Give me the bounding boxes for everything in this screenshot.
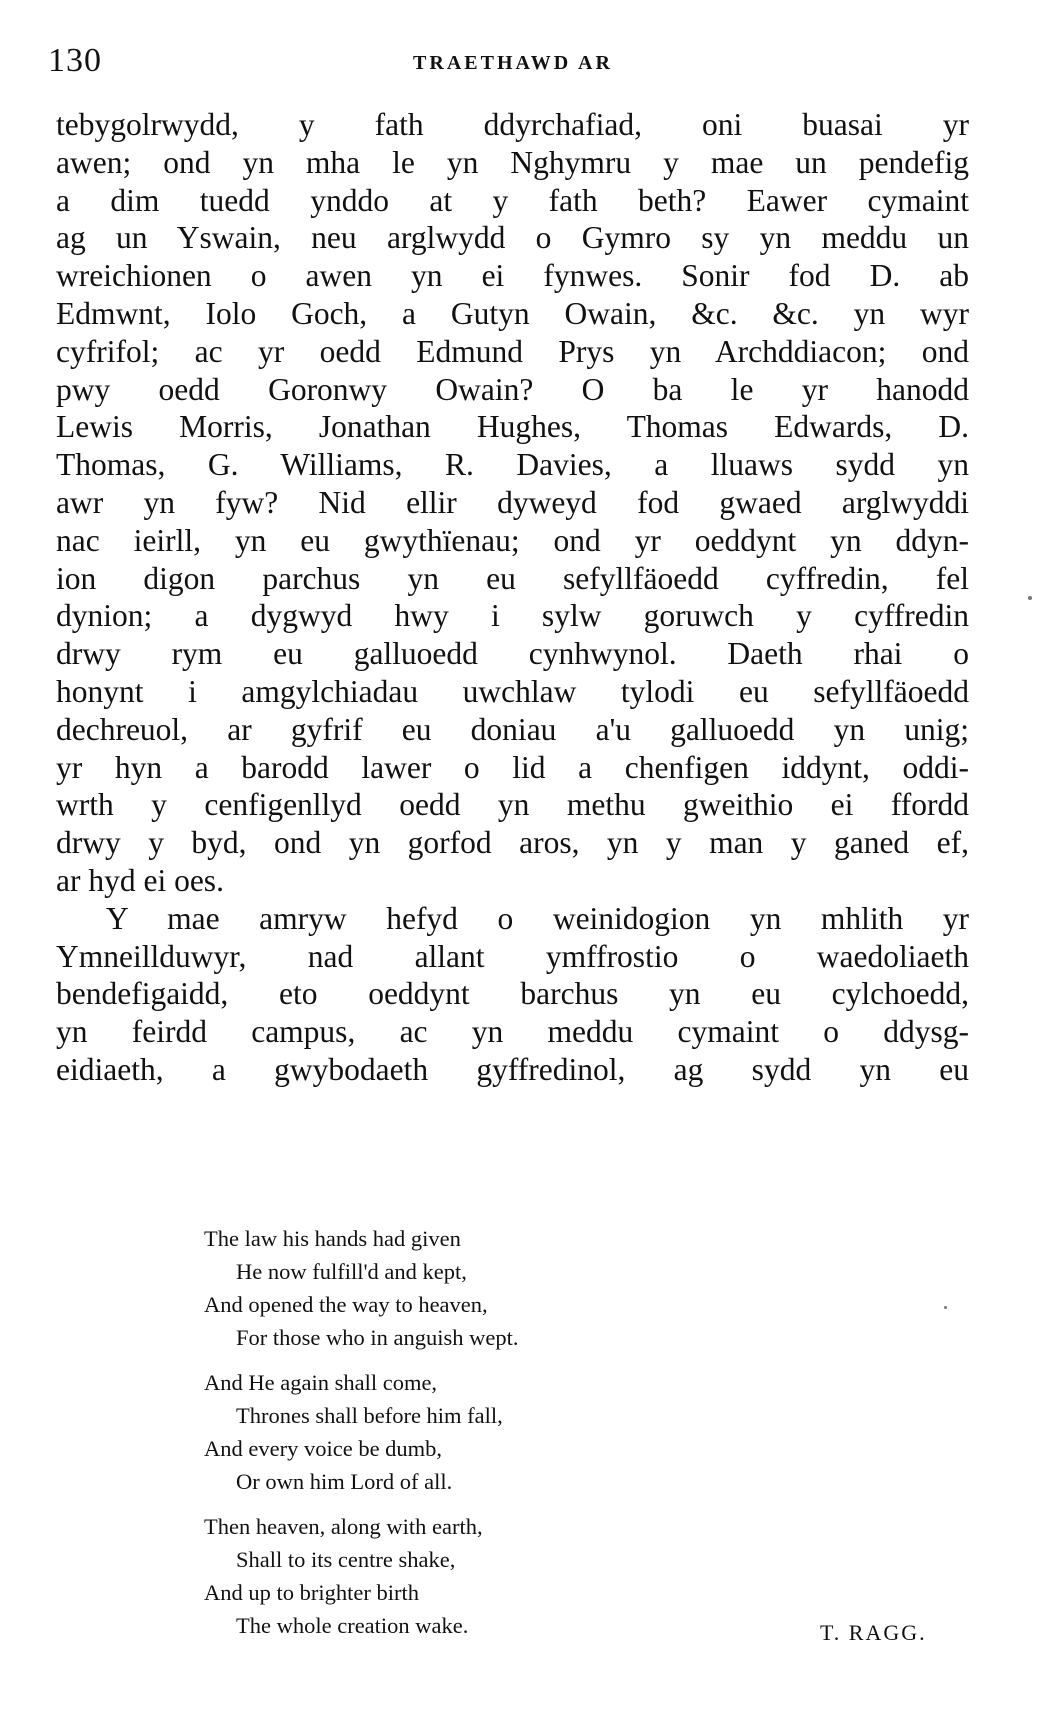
- body-line: dynion; a dygwyd hwy i sylw goruwch y cyffredin: [56, 598, 969, 634]
- body-line: ag un Yswain, neu arglwydd o Gymro sy yn meddu un: [56, 220, 969, 256]
- page-number: 130: [48, 42, 102, 79]
- poem-line: For those who in anguish wept.: [236, 1325, 519, 1350]
- poem-attribution: T. RAGG.: [820, 1620, 927, 1645]
- body-line: Edmwnt, Iolo Goch, a Gutyn Owain, &c. &c. yn wyr: [56, 295, 969, 331]
- poem-line: The law his hands had given: [204, 1226, 461, 1251]
- body-line: awr yn fyw? Nid ellir dyweyd fod gwaed arglwyddi: [56, 484, 969, 520]
- body-line: Thomas, G. Williams, R. Davies, a lluaws sydd yn: [56, 447, 969, 483]
- poem-line: Then heaven, along with earth,: [204, 1514, 483, 1539]
- body-line: drwy rym eu galluoedd cynhwynol. Daeth rhai o: [56, 636, 969, 672]
- poem: [204, 1222, 764, 1654]
- page-header: [48, 42, 978, 82]
- poem-stanza: [204, 1366, 764, 1498]
- print-speck: [1028, 596, 1032, 600]
- body-line: wrth y cenfigenllyd oedd yn methu gweithio ei ffordd: [56, 787, 969, 823]
- body-line: a dim tuedd ynddo at y fath beth? Eawer cymaint: [56, 182, 969, 218]
- body-line: ion digon parchus yn eu sefyllfäoedd cyffredin, fel: [56, 560, 969, 596]
- poem-stanza: [204, 1510, 764, 1642]
- body-line: dechreuol, ar gyfrif eu doniau a'u galluoedd yn unig;: [56, 711, 969, 747]
- poem-line: And He again shall come,: [204, 1370, 438, 1395]
- body-line: awen; ond yn mha le yn Nghymru y mae un pendefig: [56, 144, 969, 180]
- body-line: Y mae amryw hefyd o weinidogion yn mhlith yr: [106, 900, 969, 936]
- body-line: yr hyn a barodd lawer o lid a chenfigen iddynt, oddi-: [56, 749, 969, 785]
- body-line: Ymneillduwyr, nad allant ymffrostio o waedoliaeth: [56, 938, 969, 974]
- running-head: TRAETHAWD AR: [413, 52, 613, 74]
- poem-stanza: [204, 1222, 764, 1354]
- poem-line: Thrones shall before him fall,: [236, 1403, 503, 1428]
- body-line: yn feirdd campus, ac yn meddu cymaint o ddysg-: [56, 1014, 969, 1050]
- poem-line: And opened the way to heaven,: [204, 1292, 488, 1317]
- body-line: nac ieirll, yn eu gwythïenau; ond yr oeddynt yn ddyn-: [56, 522, 969, 558]
- print-speck: [944, 1306, 947, 1309]
- poem-line: Shall to its centre shake,: [236, 1547, 456, 1572]
- body-line: bendefigaidd, eto oeddynt barchus yn eu cylchoedd,: [56, 976, 969, 1012]
- body-line: eidiaeth, a gwybodaeth gyffredinol, ag sydd yn eu: [56, 1051, 969, 1087]
- poem-line: Or own him Lord of all.: [236, 1469, 453, 1494]
- body-line: tebygolrwydd, y fath ddyrchafiad, oni buasai yr: [56, 107, 969, 142]
- body-line: honynt i amgylchiadau uwchlaw tylodi eu sefyllfäoedd: [56, 673, 969, 709]
- body-line: drwy y byd, ond yn gorfod aros, yn y man y ganed ef,: [56, 825, 969, 861]
- poem-line: And every voice be dumb,: [204, 1436, 443, 1461]
- body-line: ar hyd ei oes.: [56, 862, 224, 898]
- poem-line: The whole creation wake.: [236, 1613, 469, 1638]
- body-line: cyfrifol; ac yr oedd Edmund Prys yn Archddiacon; ond: [56, 333, 969, 369]
- body-text: [56, 106, 969, 1089]
- body-line: Lewis Morris, Jonathan Hughes, Thomas Edwards, D.: [56, 409, 969, 445]
- poem-line: He now fulfill'd and kept,: [236, 1259, 467, 1284]
- body-line: pwy oedd Goronwy Owain? O ba le yr hanodd: [56, 371, 969, 407]
- poem-line: And up to brighter birth: [204, 1580, 419, 1605]
- body-line: wreichionen o awen yn ei fynwes. Sonir fod D. ab: [56, 258, 969, 294]
